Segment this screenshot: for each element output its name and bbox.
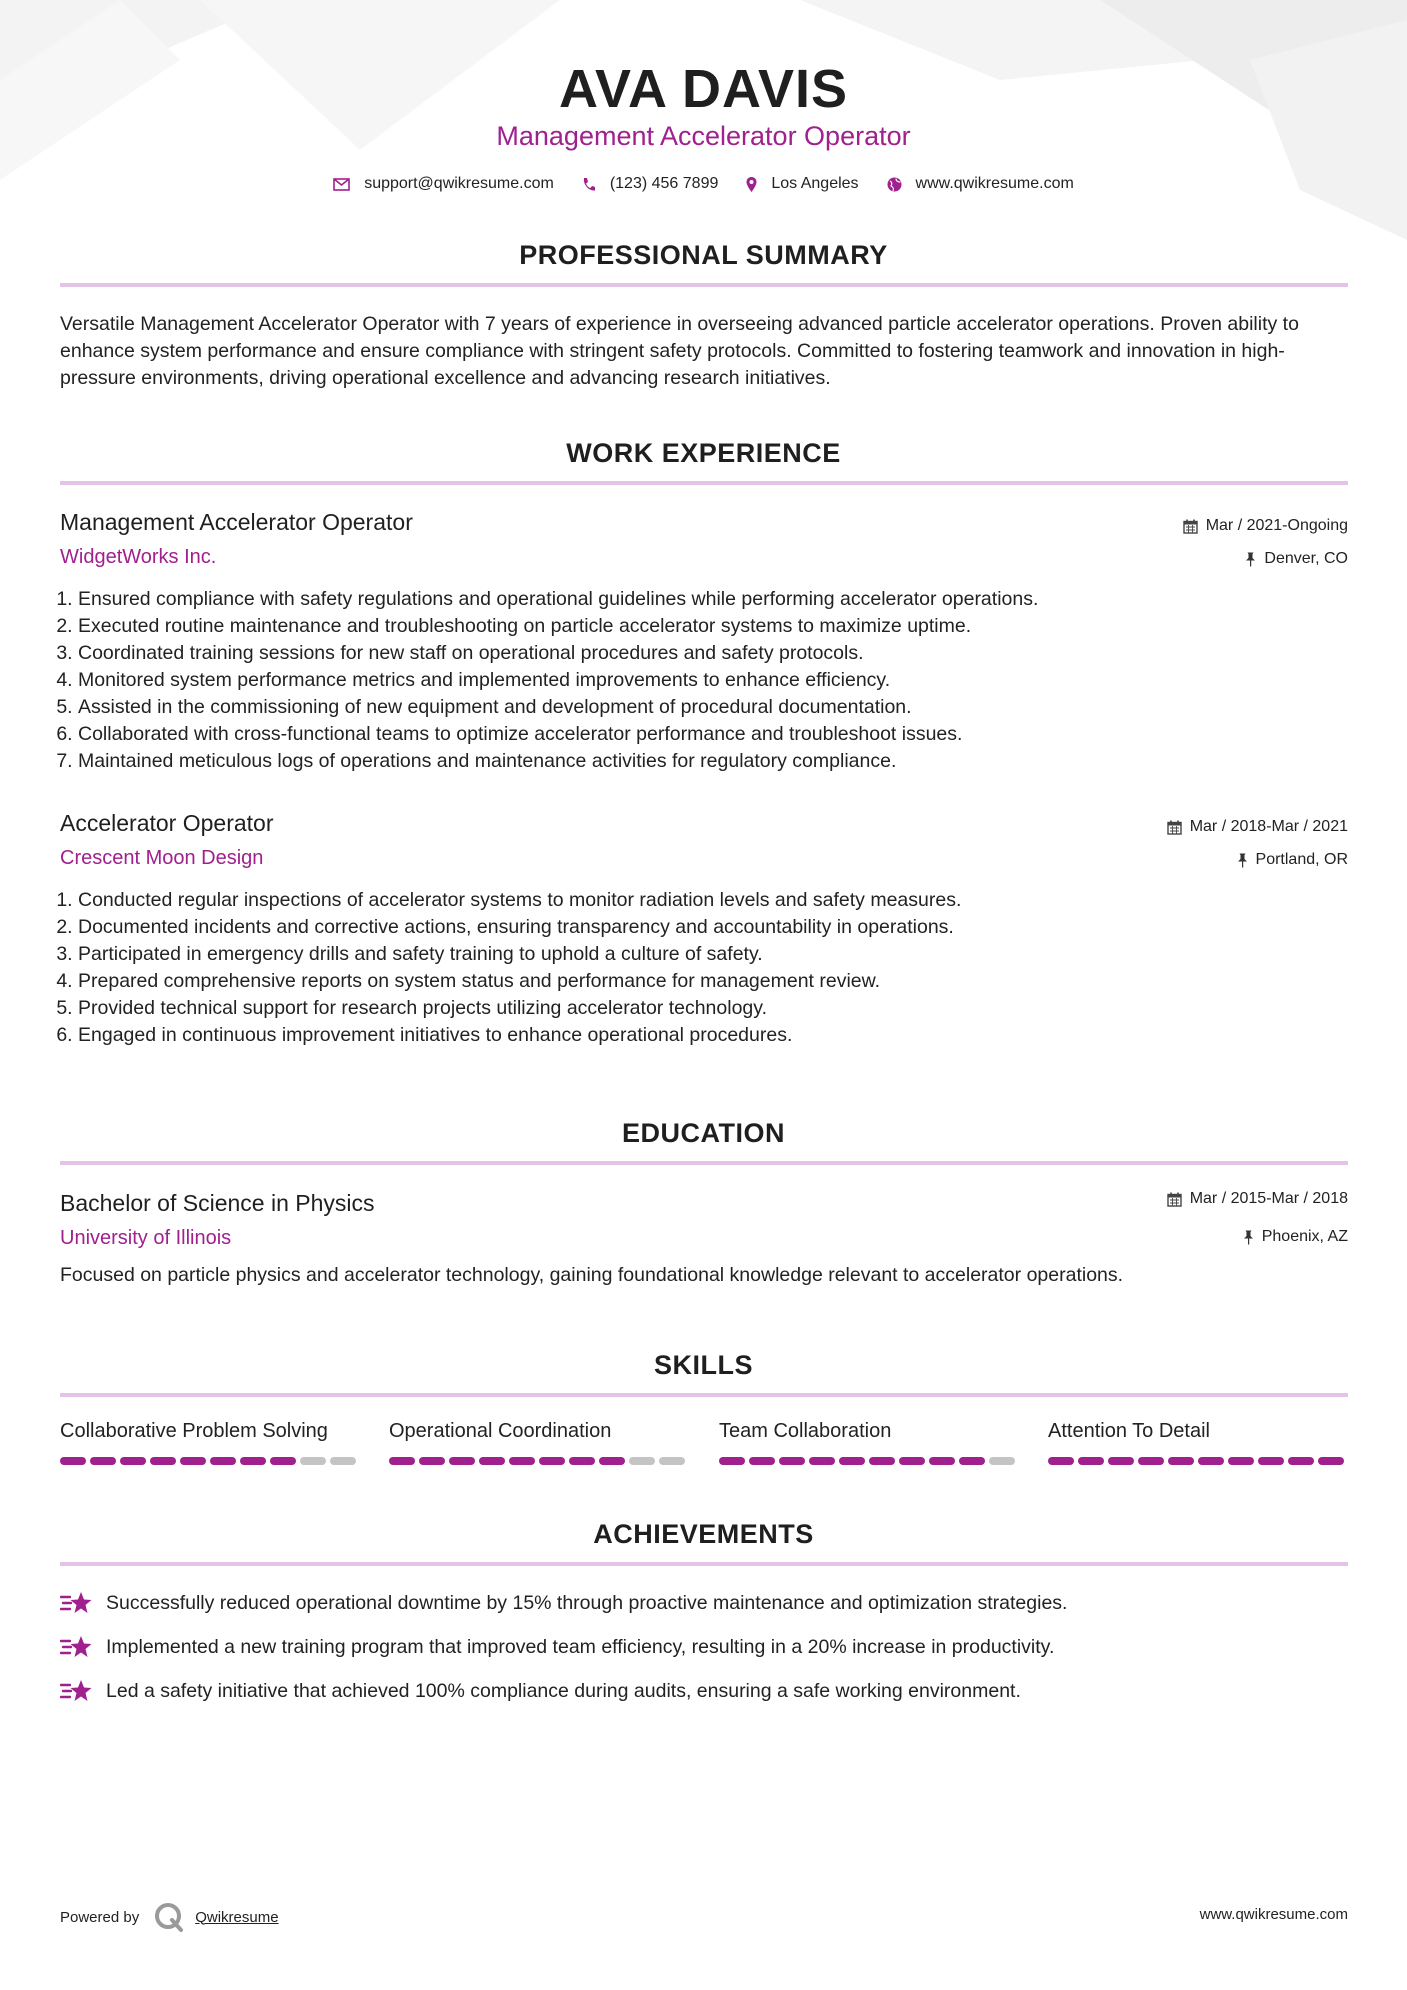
- skill-level-segment-filled: [1168, 1457, 1194, 1465]
- contact-location-text: Los Angeles: [771, 175, 859, 192]
- skill-level-segment-filled: [809, 1457, 835, 1465]
- achievement-item: [60, 1678, 1021, 1704]
- phone-icon: [582, 177, 596, 192]
- list-item: 5. Provided technical support for research projects utilizing accelerator technology.: [78, 995, 1338, 1022]
- education-description: Focused on particle physics and accelerator technology, gaining foundational knowledge relevant to accelerator operations.: [60, 1264, 1124, 1286]
- skill-level-segment-filled: [60, 1457, 86, 1465]
- skill-level-segment-filled: [1198, 1457, 1224, 1465]
- skill-level-segment-filled: [1228, 1457, 1254, 1465]
- skill-level-segment-filled: [90, 1457, 116, 1465]
- qwikresume-logo-icon: [153, 1901, 185, 1933]
- job-responsibilities: [60, 887, 1338, 1049]
- contact-phone[interactable]: [582, 175, 719, 193]
- education-dates: [1167, 1190, 1348, 1208]
- skill-level-segment-filled: [599, 1457, 625, 1465]
- contact-location: [746, 175, 858, 193]
- candidate-name: AVA DAVIS: [558, 59, 849, 119]
- achievement-text: Implemented a new training program that improved team efficiency, resulting in a 20% increase in productivity.: [106, 1635, 1055, 1658]
- skill-level-segment-filled: [1078, 1457, 1104, 1465]
- skill-level-segment-filled: [1288, 1457, 1314, 1465]
- header-background-decoration: [0, 0, 1407, 240]
- list-item: 7. Maintained meticulous logs of operations and maintenance activities for regulatory compliance.: [78, 748, 1338, 775]
- job-dates-text: Mar / 2021-Ongoing: [1205, 517, 1348, 534]
- job-location-text: Denver, CO: [1264, 550, 1348, 567]
- skill-label: Team Collaboration: [719, 1420, 892, 1442]
- list-item: 5. Assisted in the commissioning of new equipment and development of procedural documentation.: [78, 694, 1338, 721]
- job-dates: [1183, 517, 1348, 535]
- summary-divider: [60, 283, 1348, 287]
- skill-level-segment-filled: [1108, 1457, 1134, 1465]
- skill-level-bar: [389, 1457, 689, 1465]
- skill-level-segment-filled: [839, 1457, 865, 1465]
- achievements-divider: [60, 1562, 1348, 1566]
- skill-level-segment-filled: [569, 1457, 595, 1465]
- globe-icon: [887, 177, 902, 192]
- skill-level-segment-filled: [150, 1457, 176, 1465]
- education-heading: EDUCATION: [622, 1118, 785, 1148]
- footer-website[interactable]: www.qwikresume.com: [1199, 1906, 1348, 1923]
- job-title: Accelerator Operator: [60, 810, 274, 836]
- skill-level-bar: [719, 1457, 1019, 1465]
- company-name: Crescent Moon Design: [60, 847, 264, 869]
- skill-level-bar: [1048, 1457, 1348, 1465]
- list-item: 1. Ensured compliance with safety regulations and operational guidelines while performing accelerator operations.: [78, 586, 1338, 613]
- achievement-text: Successfully reduced operational downtime by 15% through proactive maintenance and optimization strategies.: [106, 1591, 1068, 1614]
- job-dates: [1167, 818, 1348, 836]
- skill-item: [719, 1420, 1019, 1465]
- education-dates-text: Mar / 2015-Mar / 2018: [1189, 1190, 1348, 1207]
- skill-item: [389, 1420, 689, 1465]
- skill-level-segment-filled: [1138, 1457, 1164, 1465]
- list-item: 3. Participated in emergency drills and safety training to uphold a culture of safety.: [78, 941, 1338, 968]
- job-location: [1237, 851, 1348, 869]
- list-item: 6. Collaborated with cross-functional teams to optimize accelerator performance and troubleshoot issues.: [78, 721, 1338, 748]
- achievements-heading: ACHIEVEMENTS: [593, 1519, 814, 1549]
- achievement-item: [60, 1634, 1054, 1660]
- job-location: [1245, 550, 1348, 568]
- calendar-icon: [1167, 1192, 1182, 1207]
- calendar-icon: [1183, 519, 1198, 534]
- skill-level-segment-filled: [419, 1457, 445, 1465]
- education-divider: [60, 1161, 1348, 1165]
- summary-text: Versatile Management Accelerator Operator with 7 years of experience in overseeing advanced particle accelerator operations. Proven ability to enhance system performance and ensure compliance with stringent safety protocols. Committed to fostering teamwork and innovation in high-pressure environments, driving operational excellence and advancing research initiatives.: [60, 313, 1299, 389]
- skill-item: [60, 1420, 360, 1465]
- skill-item: [1048, 1420, 1348, 1465]
- skill-level-segment-filled: [719, 1457, 745, 1465]
- skill-level-segment-filled: [270, 1457, 296, 1465]
- skill-level-segment-filled: [120, 1457, 146, 1465]
- candidate-title: Management Accelerator Operator: [496, 121, 911, 151]
- skill-level-segment-filled: [899, 1457, 925, 1465]
- school-name: University of Illinois: [60, 1227, 232, 1249]
- skill-level-segment-filled: [479, 1457, 505, 1465]
- list-item: 2. Executed routine maintenance and troubleshooting on particle accelerator systems to maximize uptime.: [78, 613, 1338, 640]
- achievement-item: [60, 1590, 1067, 1616]
- pin-icon: [1237, 853, 1248, 868]
- skill-level-segment-filled: [1048, 1457, 1074, 1465]
- envelope-icon: [333, 178, 350, 191]
- contact-website[interactable]: [887, 175, 1074, 193]
- skill-label: Operational Coordination: [389, 1420, 612, 1442]
- list-item: 3. Coordinated training sessions for new staff on operational procedures and safety protocols.: [78, 640, 1338, 667]
- degree-title: Bachelor of Science in Physics: [60, 1190, 375, 1216]
- list-item: 4. Prepared comprehensive reports on system status and performance for management review.: [78, 968, 1338, 995]
- job-dates-text: Mar / 2018-Mar / 2021: [1189, 818, 1348, 835]
- skill-level-segment-filled: [779, 1457, 805, 1465]
- list-item: 6. Engaged in continuous improvement initiatives to enhance operational procedures.: [78, 1022, 1338, 1049]
- contact-email[interactable]: [333, 175, 554, 193]
- skill-level-segment-filled: [210, 1457, 236, 1465]
- experience-heading: WORK EXPERIENCE: [566, 438, 841, 468]
- footer-brand-link[interactable]: Qwikresume: [195, 1908, 279, 1926]
- achievement-text: Led a safety initiative that achieved 100% compliance during audits, ensuring a safe working environment.: [106, 1679, 1021, 1702]
- skill-level-segment-filled: [1258, 1457, 1284, 1465]
- skill-level-segment-filled: [749, 1457, 775, 1465]
- map-marker-icon: [746, 177, 757, 192]
- footer-powered-by: [60, 1901, 279, 1933]
- skill-level-segment-filled: [539, 1457, 565, 1465]
- list-item: 2. Documented incidents and corrective actions, ensuring transparency and accountability in operations.: [78, 914, 1338, 941]
- shooting-star-icon: [60, 1590, 92, 1616]
- skills-divider: [60, 1393, 1348, 1397]
- skill-level-segment-empty: [330, 1457, 356, 1465]
- calendar-icon: [1167, 820, 1182, 835]
- list-item: 4. Monitored system performance metrics and implemented improvements to enhance efficiency.: [78, 667, 1338, 694]
- skill-level-segment-filled: [959, 1457, 985, 1465]
- list-item: 1. Conducted regular inspections of accelerator systems to monitor radiation levels and safety measures.: [78, 887, 1338, 914]
- skill-level-segment-filled: [389, 1457, 415, 1465]
- skill-label: Attention To Detail: [1048, 1420, 1210, 1442]
- education-location: [1243, 1228, 1348, 1246]
- contact-email-text: support@qwikresume.com: [364, 175, 554, 192]
- skill-level-segment-filled: [869, 1457, 895, 1465]
- skill-level-segment-empty: [300, 1457, 326, 1465]
- job-title: Management Accelerator Operator: [60, 509, 413, 535]
- skill-level-segment-filled: [1318, 1457, 1344, 1465]
- skills-heading: SKILLS: [653, 1350, 753, 1380]
- education-location-text: Phoenix, AZ: [1261, 1228, 1348, 1245]
- skill-label: Collaborative Problem Solving: [60, 1420, 328, 1442]
- skill-level-segment-filled: [509, 1457, 535, 1465]
- shooting-star-icon: [60, 1678, 92, 1704]
- shooting-star-icon: [60, 1634, 92, 1660]
- skill-level-segment-filled: [449, 1457, 475, 1465]
- pin-icon: [1245, 552, 1256, 567]
- skill-level-segment-empty: [629, 1457, 655, 1465]
- job-location-text: Portland, OR: [1255, 851, 1348, 868]
- contact-bar: [0, 175, 1407, 193]
- skill-level-bar: [60, 1457, 360, 1465]
- company-name: WidgetWorks Inc.: [60, 546, 217, 568]
- skill-level-segment-filled: [240, 1457, 266, 1465]
- powered-by-text: Powered by: [60, 1908, 140, 1926]
- job-responsibilities: [60, 586, 1338, 775]
- skill-level-segment-empty: [659, 1457, 685, 1465]
- experience-divider: [60, 481, 1348, 485]
- skill-level-segment-filled: [180, 1457, 206, 1465]
- contact-phone-text: (123) 456 7899: [609, 175, 719, 192]
- skill-level-segment-filled: [929, 1457, 955, 1465]
- skill-level-segment-empty: [989, 1457, 1015, 1465]
- pin-icon: [1243, 1230, 1254, 1245]
- summary-heading: PROFESSIONAL SUMMARY: [519, 240, 888, 270]
- contact-website-text: www.qwikresume.com: [915, 175, 1074, 192]
